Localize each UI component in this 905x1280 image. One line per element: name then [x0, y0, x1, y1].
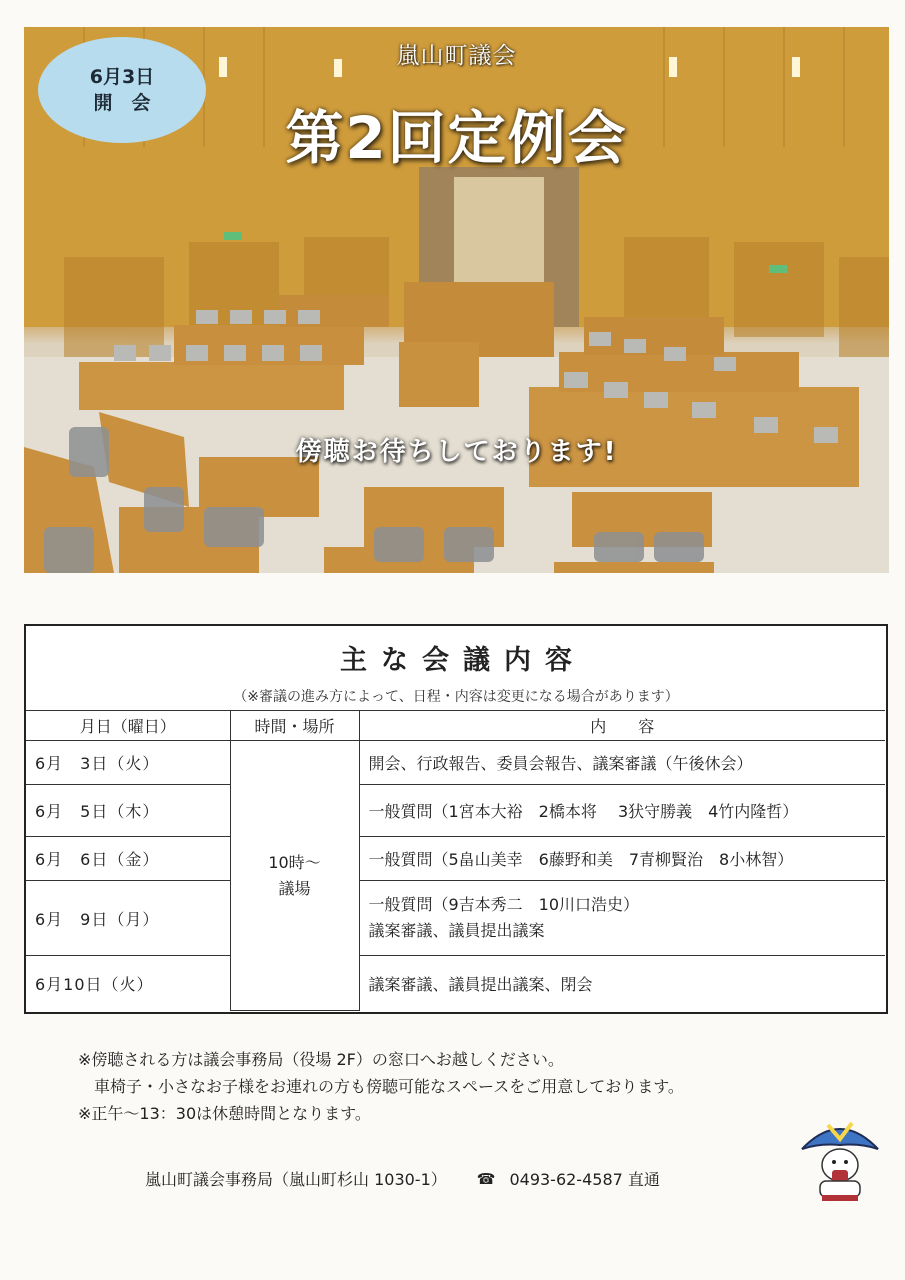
time-place-cell [230, 741, 359, 1011]
badge-date: 6月3日 [89, 66, 155, 88]
phone-icon: ☎ [476, 1169, 496, 1188]
row-date: 6月 5日（木） [26, 785, 230, 837]
schedule-table [26, 710, 885, 1011]
note-line: ※傍聴される方は議会事務局（役場 2F）の窓口へお越しください。 [78, 1050, 564, 1069]
mascot-icon [798, 1115, 882, 1205]
row-content: 開会、行政報告、委員会報告、議案審議（午後休会） [359, 741, 885, 785]
meeting-time: 10時～ [268, 852, 321, 872]
header-date: 月日（曜日） [26, 711, 230, 741]
table-row [26, 785, 885, 837]
visitor-notes [78, 1046, 684, 1127]
row-date: 6月10日（火） [26, 956, 230, 1011]
note-line: ※正午～13：30は休憩時間となります。 [78, 1104, 371, 1123]
row-content-line: 一般質問（9吉本秀二 10川口浩史） [368, 895, 640, 914]
badge-label: 開 会 [93, 92, 151, 114]
row-date: 6月 3日（火） [26, 741, 230, 785]
row-content: 一般質問（1宮本大裕 2橋本将 3犾守勝義 4竹内隆哲） [359, 785, 885, 837]
header-content: 内 容 [359, 711, 885, 741]
schedule-note: （※審議の進み方によって、日程・内容は変更になる場合があります） [233, 689, 679, 705]
hero-photo [24, 27, 889, 573]
table-row [26, 837, 885, 881]
page-title: 第2回定例会 [285, 104, 628, 172]
note-line: 車椅子・小さなお子様をお連れの方も傍聴可能なスペースをご用意しております。 [94, 1077, 684, 1096]
table-row [26, 956, 885, 1011]
row-content: 一般質問（5畠山美幸 6藤野和美 7青柳賢治 8小林智） [359, 837, 885, 881]
meeting-venue: 議場 [278, 878, 311, 898]
table-row [26, 741, 885, 785]
contact-info [145, 1167, 660, 1190]
office-address: 嵐山町議会事務局（嵐山町杉山 1030-1） [145, 1170, 447, 1189]
row-date: 6月 6日（金） [26, 837, 230, 881]
row-date: 6月 9日（月） [26, 881, 230, 956]
schedule-title: 主な会議内容 [340, 645, 586, 676]
header-place: 時間・場所 [230, 711, 359, 741]
row-content [359, 881, 885, 956]
assembly-name: 嵐山町議会 [396, 43, 517, 69]
row-content: 議案審議、議員提出議案、閉会 [359, 956, 885, 1011]
row-content-line: 議案審議、議員提出議案 [368, 921, 545, 940]
welcome-message: 傍聴お待ちしております! [295, 437, 618, 467]
table-row [26, 881, 885, 956]
table-header-row [26, 711, 885, 741]
phone-number: 0493-62-4587 直通 [509, 1170, 660, 1189]
schedule-box [24, 624, 888, 1014]
